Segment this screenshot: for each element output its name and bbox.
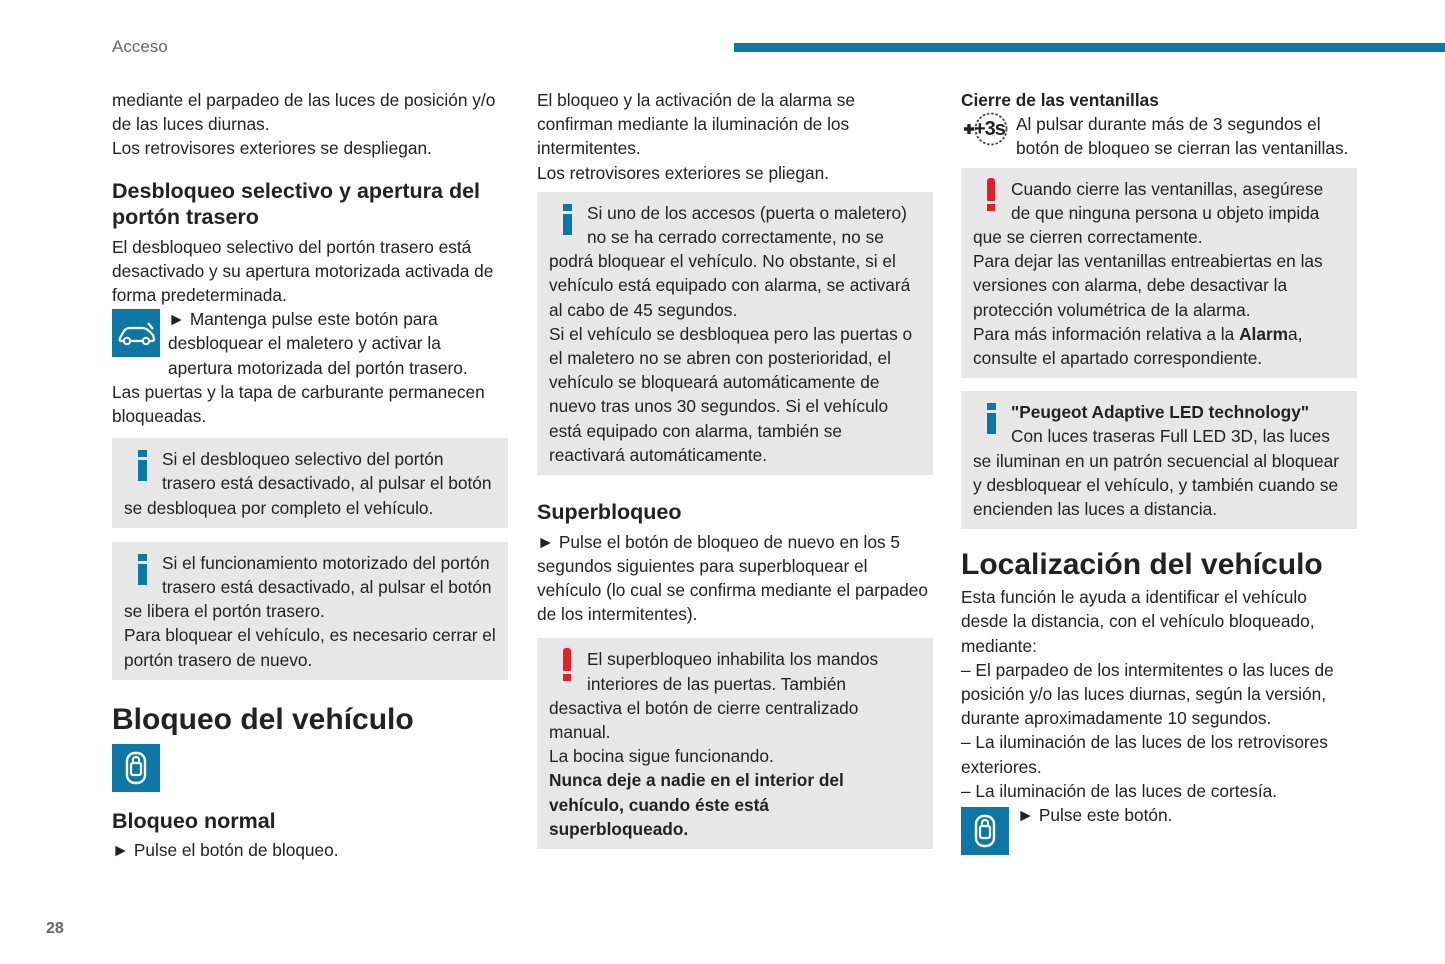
windows-block	[961, 112, 1357, 160]
car-trunk-icon	[112, 309, 160, 357]
led-title: "Peugeot Adaptive LED technology"	[1011, 402, 1310, 423]
locate-item: – El parpadeo de los intermitentes o las luces de posición y/o las luces diurnas, según la versión, durante aproximadamente 10 segundos.	[961, 659, 1334, 729]
warning-text-2: Para dejar las ventanillas entreabiertas en las versiones con alarma, debe desactivar la protección volumétrica de la alarma.	[973, 251, 1323, 320]
normal-lock-bullet: ► Pulse el botón de bloqueo.	[112, 840, 339, 861]
badge-label: +3s	[974, 118, 1005, 141]
info-box-access	[537, 192, 933, 475]
warning-text: El superbloqueo inhabilita los mandos interiores de las puertas. También desactiva el botón de cierre centralizado manual.	[549, 649, 879, 742]
led-text: Con luces traseras Full LED 3D, las luces se iluminan en un patrón secuencial al bloquear y desbloquear el vehículo, y también cuando se encienden las luces a distancia.	[973, 426, 1340, 520]
warning-box-superlock	[537, 638, 933, 849]
section-label: Acceso	[112, 37, 168, 56]
info-icon	[549, 198, 585, 236]
info-text: Si el funcionamiento motorizado del portón trasero está desactivado, al pulsar el botón se libera el portón trasero.	[124, 552, 492, 622]
doors-locked-text: Las puertas y la tapa de carburante permanecen bloqueadas.	[112, 381, 485, 427]
locate-bullet: ► Pulse este botón.	[1017, 805, 1173, 826]
info-icon	[124, 548, 160, 586]
header-accent-bar	[734, 43, 1445, 52]
warning-text-3	[973, 322, 1345, 370]
info-text: Si el desbloqueo selectivo del portón trasero está desactivado, al pulsar el botón se desbloquea por completo el vehículo.	[124, 449, 492, 518]
locate-item: – La iluminación de las luces de cortesía.	[961, 780, 1278, 801]
warning-text-2: La bocina sigue funcionando.	[549, 746, 774, 767]
warning-icon	[549, 644, 585, 682]
intro-text: mediante el parpadeo de las luces de posición y/o de las luces diurnas.	[112, 90, 496, 135]
locate-bullet-block	[961, 803, 1357, 827]
lock-icon	[961, 807, 1009, 855]
plus-3s-badge-icon	[961, 112, 1009, 146]
locate-item: – La iluminación de las luces de los retrovisores exteriores.	[961, 732, 1328, 777]
info-text-2: Para bloquear el vehículo, es necesario cerrar el portón trasero de nuevo.	[124, 625, 496, 670]
selective-unlock-bullet: ► Mantenga pulse este botón para desbloquear el maletero y activar la apertura motorizada del portón trasero.	[168, 309, 468, 378]
info-box-selective	[112, 438, 508, 528]
windows-heading: Cierre de las ventanillas	[961, 90, 1159, 110]
selective-unlock-text: El desbloqueo selectivo del portón trasero está desactivado y su apertura motorizada activada de forma predeterminada.	[112, 236, 494, 306]
windows-text: Al pulsar durante más de 3 segundos el botón de bloqueo se cierran las ventanillas.	[1016, 114, 1349, 159]
locate-intro: Esta función le ayuda a identificar el vehículo desde la distancia, con el vehículo bloqueado, mediante:	[961, 587, 1315, 656]
superlock-heading: Superbloqueo	[537, 500, 682, 525]
column-1	[112, 88, 508, 863]
intro-text-2: Los retrovisores exteriores se despliegan.	[112, 138, 432, 159]
info-text-2: Si el vehículo se desbloquea pero las puertas o el maletero no se abren con posterioridad, el vehículo se bloqueará automáticamente de nuevo tras unos 30 segundos. Si el vehículo está equipado con alarma, también se reactivará automáticamente.	[549, 323, 913, 465]
warning-box-windows	[961, 168, 1357, 379]
normal-lock-heading: Bloqueo normal	[112, 808, 276, 833]
alarm-reference: Alarm	[1239, 323, 1289, 344]
superlock-bullet: ► Pulse el botón de bloqueo de nuevo en los 5 segundos siguientes para superbloquear el vehículo (lo cual se confirma mediante el parpadeo de los intermitentes).	[537, 531, 928, 625]
warning-text: Cuando cierre las ventanillas, asegúrese de que ninguna persona u objeto impida que se cierren correctamente.	[973, 178, 1324, 248]
info-text: Si uno de los accesos (puerta o maletero) no se ha cerrado correctamente, no se podrá bloquear el vehículo. No obstante, si el vehículo está equipado con alarma, se activará al cabo de 45 segundos.	[549, 202, 911, 320]
lock-icon	[112, 744, 160, 792]
warning-icon	[973, 174, 1009, 212]
lock-heading: Bloqueo del vehículo	[112, 702, 414, 736]
confirm-text: El bloqueo y la activación de la alarma se confirman mediante la iluminación de los intermitentes.	[537, 90, 855, 159]
info-icon	[973, 397, 1009, 435]
warning-bold-text: Nunca deje a nadie en el interior del vehículo, cuando éste está superbloqueado.	[549, 770, 844, 839]
info-box-led	[961, 391, 1357, 529]
info-icon	[124, 444, 160, 482]
warning-text-3-end: a, consulte el apartado correspondiente.	[973, 323, 1303, 369]
page-number: 28	[46, 920, 64, 937]
selective-unlock-heading: Desbloqueo selectivo y apertura del portón trasero	[112, 178, 481, 230]
column-3	[961, 88, 1357, 855]
selective-unlock-bullet-block	[112, 307, 508, 380]
mirrors-fold-text: Los retrovisores exteriores se pliegan.	[537, 162, 830, 183]
warning-text-3-start: Para más información relativa a la	[973, 323, 1240, 344]
column-2	[537, 88, 933, 849]
locate-heading: Localización del vehículo	[961, 548, 1323, 582]
info-box-motorized	[112, 542, 508, 680]
